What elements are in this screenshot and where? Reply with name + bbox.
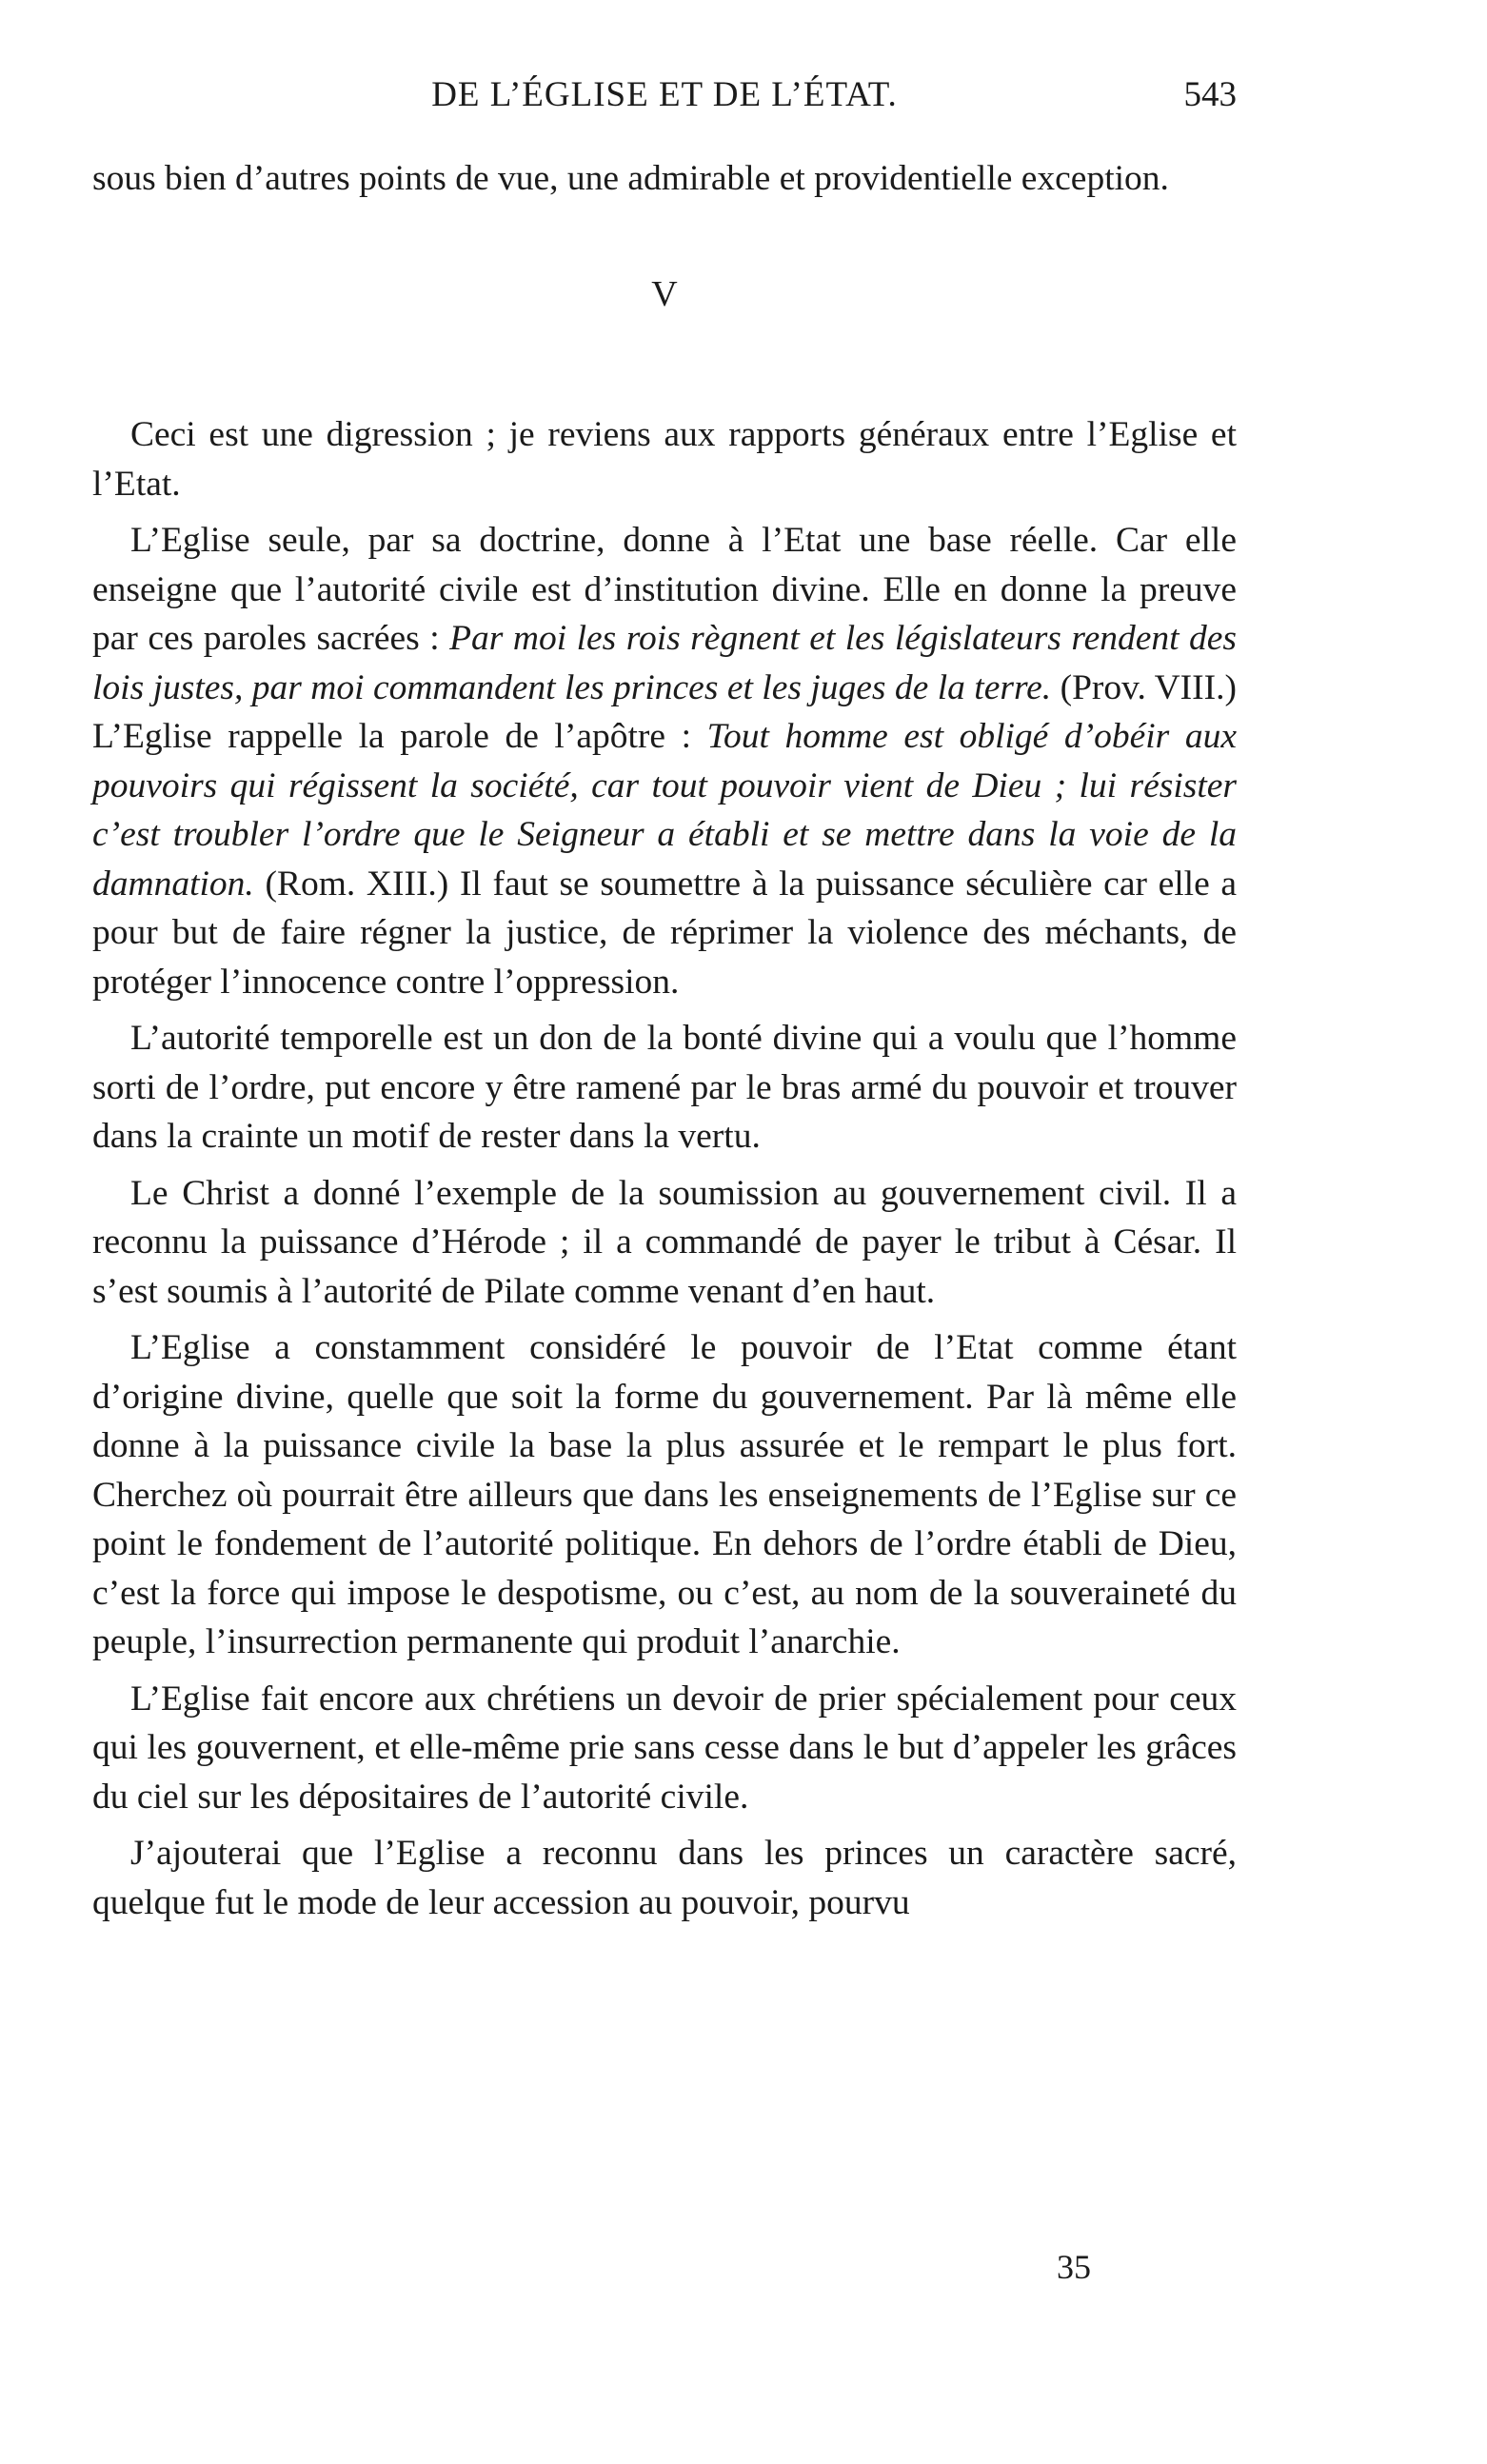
quotation-proverbs: Par moi les rois règnent et les législateurs rendent des lois justes, par moi commandent les princes et les juges de la terre.	[92, 619, 1237, 707]
paragraph-text: (Rom. XIII.) Il faut se soumettre à la puissance séculière car elle a pour but de faire régner la justice, de réprimer la violence des méchants, de protéger l’innocence contre l’oppression.	[92, 864, 1238, 1002]
paragraph: J’ajouterai que l’Eglise a reconnu dans les princes un caractère sacré, quelque fut le mode de leur accession au pouvoir, pourvu	[92, 1834, 1237, 1922]
page-number: 543	[1183, 75, 1237, 114]
quotation-romans: Tout homme est obligé d’obéir aux pouvoirs qui régissent la société, car tout pouvoir vient de Dieu ; lui résister c’est troubler l’ordre que le Seigneur a établi et se mettre dans la voie de la damnation.	[92, 717, 1237, 904]
paragraph: L’Eglise a constamment considéré le pouvoir de l’Etat comme étant d’origine divine, quelle que soit la forme du gouvernement. Par là même elle donne à la puissance civile la base la plus assurée et le rempart le plus fort. Cherchez où pourrait être ailleurs que dans les enseignements de l’Eglise sur ce point le fondement de l’autorité politique. En dehors de l’ordre établi de Dieu, c’est la force qui impose le despotisme, ou c’est, au nom de la souveraineté du peuple, l’insurrection permanente qui produit l’anarchie.	[92, 1328, 1237, 1661]
paragraph: Ceci est une digression ; je reviens aux rapports généraux entre l’Eglise et l’Etat.	[92, 415, 1237, 504]
paragraph	[92, 516, 1237, 1006]
paragraph-text: (Prov. VIII.) L’Eglise rappelle la parole de l’apôtre :	[92, 667, 1237, 756]
page-body	[92, 154, 1237, 1927]
section-heading: V	[651, 273, 678, 314]
signature-mark: 35	[1057, 2248, 1091, 2286]
paragraph: Le Christ a donné l’exemple de la soumission au gouvernement civil. Il a reconnu la puissance d’Hérode ; il a commandé de payer le tribut à César. Il s’est soumis à l’autorité de Pilate comme venant d’en haut.	[92, 1173, 1237, 1311]
paragraph: L’autorité temporelle est un don de la bonté divine qui a voulu que l’homme sorti de l’ordre, put encore y être ramené par le bras armé du pouvoir et trouver dans la crainte un motif de rester dans la vertu.	[92, 1019, 1237, 1156]
paragraph-text: L’Eglise seule, par sa doctrine, donne à l’Etat une base réelle. Car elle enseigne que l’autorité civile est d’institution divine. Elle en donne la preuve par ces paroles sacrées :	[92, 521, 1237, 658]
continuation-paragraph: sous bien d’autres points de vue, une admirable et providentielle exception.	[92, 159, 1169, 198]
running-header	[92, 74, 1237, 122]
paragraph: L’Eglise fait encore aux chrétiens un devoir de prier spécialement pour ceux qui les gouvernent, et elle-même prie sans cesse dans le but d’appeler les grâces du ciel sur les dépositaires de l’autorité civile.	[92, 1679, 1237, 1817]
running-title: DE L’ÉGLISE ET DE L’ÉTAT.	[431, 75, 898, 114]
